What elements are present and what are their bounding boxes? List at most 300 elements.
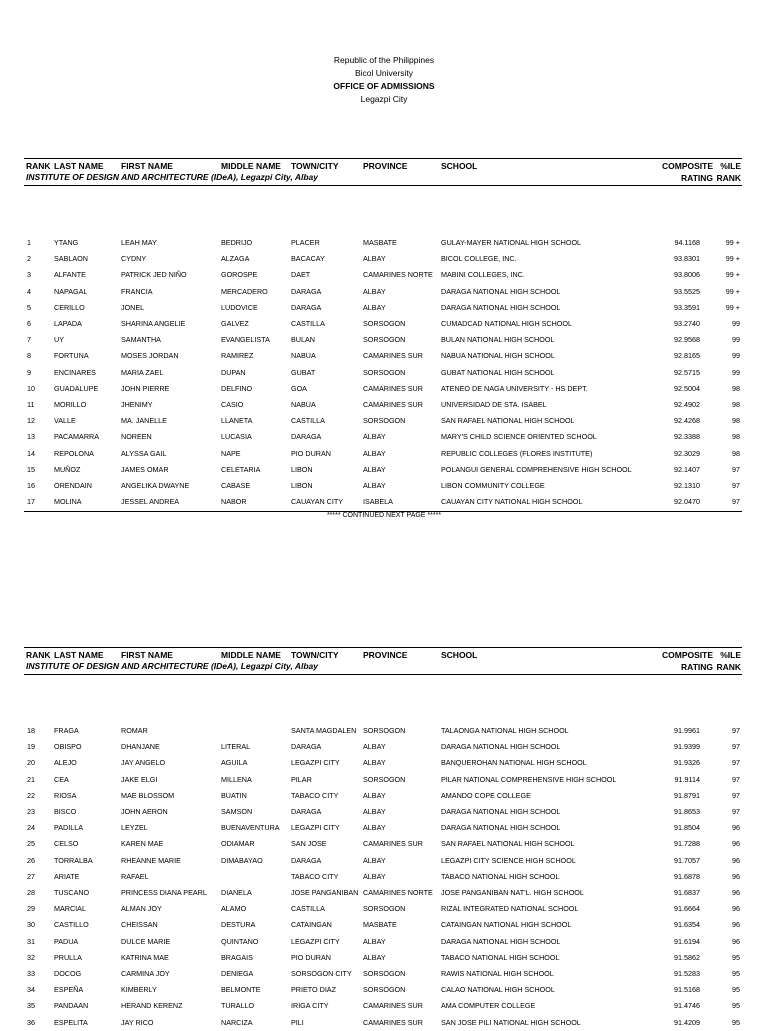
cell-last: CEA [54, 774, 69, 784]
continued-note: ***** CONTINUED NEXT PAGE ***** [326, 512, 442, 519]
cell-last: CERILLO [54, 302, 85, 312]
header-university: Bicol University [354, 68, 414, 78]
cell-composite: 91.6837 [674, 888, 700, 897]
table-row [24, 869, 742, 885]
cell-rank: 12 [27, 416, 35, 426]
col-town: TOWN/CITY [291, 161, 339, 171]
table-row [24, 235, 742, 251]
cell-pct: 97 [732, 774, 740, 784]
cell-province: ALBAY [363, 286, 386, 296]
results-table-page-1 [24, 158, 742, 507]
table-row [24, 446, 742, 462]
cell-pct: 95 [732, 1001, 740, 1011]
cell-school: DARAGA NATIONAL HIGH SCHOOL [441, 936, 561, 946]
cell-middle: NARCIZA [221, 1017, 253, 1027]
cell-town: PIO DURAN [291, 448, 331, 458]
cell-rank: 25 [27, 839, 35, 849]
cell-school: CALAO NATIONAL HIGH SCHOOL [441, 985, 555, 995]
cell-province: CAMARINES SUR [363, 839, 423, 849]
cell-last: BISCO [54, 807, 77, 816]
cell-town: LEGAZPI CITY [291, 936, 340, 946]
cell-town: IRIGA CITY [291, 1001, 329, 1011]
cell-school: POLANGUI GENERAL COMPREHENSIVE HIGH SCHOOL [441, 464, 632, 474]
header-office: OFFICE OF ADMISSIONS [333, 81, 435, 91]
cell-school: CAUAYAN CITY NATIONAL HIGH SCHOOL [441, 497, 583, 507]
cell-pct: 96 [732, 871, 740, 881]
cell-composite: 91.8504 [674, 823, 700, 833]
cell-middle: GOROSPE [221, 270, 258, 280]
cell-rank: 2 [27, 254, 31, 264]
cell-rank: 20 [27, 758, 35, 768]
table-row [24, 381, 742, 397]
cell-composite: 92.1310 [674, 481, 700, 490]
cell-first: MA. JANELLE [121, 416, 167, 426]
cell-last: UY [54, 335, 64, 345]
cell-first: JOHN AERON [121, 807, 168, 816]
cell-last: SABLAON [54, 254, 88, 264]
cell-composite: 92.9568 [674, 335, 700, 345]
cell-province: ALBAY [363, 254, 386, 264]
cell-pct: 98 [732, 416, 740, 426]
cell-first: FRANCIA [121, 286, 153, 296]
col-composite: COMPOSITE [661, 161, 713, 171]
cell-rank: 15 [27, 464, 35, 474]
cell-last: LAPADA [54, 319, 82, 328]
cell-rank: 11 [27, 400, 35, 409]
cell-pct: 97 [732, 742, 740, 752]
col-middle-name: MIDDLE NAME [221, 650, 281, 660]
cell-pct: 98 [732, 448, 740, 458]
table-row [24, 429, 742, 445]
cell-rank: 27 [27, 871, 35, 881]
cell-last: CASTILLO [54, 920, 89, 930]
institute-name: INSTITUTE OF DESIGN AND ARCHITECTURE (IDeA), Legazpi City, Albay [26, 172, 319, 182]
table-row [24, 966, 742, 982]
cell-town: CASTILLA [291, 319, 325, 328]
cell-school: PILAR NATIONAL COMPREHENSIVE HIGH SCHOOL [441, 774, 617, 784]
cell-pct: 98 [732, 383, 740, 393]
cell-rank: 5 [27, 302, 31, 312]
cell-pct: 97 [732, 726, 740, 735]
table-row [24, 462, 742, 478]
cell-town: SANTA MAGDALEN [291, 726, 357, 735]
cell-first: JHENIMY [121, 400, 153, 409]
cell-middle: LUCASIA [221, 432, 252, 442]
cell-province: SORSOGON [363, 985, 406, 995]
table-row [24, 788, 742, 804]
col-rank: RANK [26, 650, 51, 660]
col-school: SCHOOL [441, 650, 478, 660]
cell-school: ATENEO DE NAGA UNIVERSITY - HS DEPT. [441, 383, 588, 393]
cell-composite: 93.5525 [674, 286, 700, 296]
table-row [24, 284, 742, 300]
cell-province: SORSOGON [363, 774, 406, 784]
cell-composite: 92.5715 [674, 367, 700, 377]
cell-school: TALAONGA NATIONAL HIGH SCHOOL [441, 726, 569, 735]
cell-composite: 91.9961 [674, 726, 700, 735]
cell-rank: 36 [27, 1017, 35, 1027]
cell-middle: LLANETA [221, 416, 253, 426]
col-composite: COMPOSITE [661, 650, 713, 660]
cell-school: UNIVERSIDAD DE STA. ISABEL [441, 400, 547, 409]
cell-first: KATRINA MAE [121, 952, 169, 962]
cell-rank: 6 [27, 319, 31, 328]
cell-pct: 99 [732, 335, 740, 345]
table-row [24, 772, 742, 788]
cell-town: PRIETO DIAZ [291, 985, 336, 995]
cell-rank: 3 [27, 270, 31, 280]
header-country: Republic of the Philippines [333, 55, 435, 65]
cell-last: MOLINA [54, 497, 82, 507]
cell-last: DOCOG [54, 969, 82, 978]
cell-last: ALEJO [54, 758, 77, 768]
cell-composite: 91.6354 [674, 920, 700, 930]
cell-middle: EVANGELISTA [221, 335, 270, 345]
cell-province: MASBATE [363, 920, 397, 930]
cell-composite: 94.1168 [674, 238, 700, 247]
cell-middle: ALAMO [221, 904, 247, 914]
cell-pct: 96 [732, 904, 740, 914]
cell-middle: RAMIREZ [221, 351, 254, 361]
cell-pct: 96 [732, 839, 740, 849]
table-row [24, 251, 742, 267]
cell-pct: 96 [732, 855, 740, 865]
header-city: Legazpi City [360, 94, 408, 104]
cell-middle: CELETARIA [221, 464, 261, 474]
cell-composite: 91.9399 [674, 742, 700, 752]
cell-rank: 26 [27, 855, 35, 865]
cell-pct: 99 [732, 351, 740, 361]
cell-school: CATAINGAN NATIONAL HIGH SCHOOL [441, 920, 572, 930]
cell-province: ALBAY [363, 302, 386, 312]
cell-composite: 92.3029 [674, 448, 700, 458]
cell-town: TABACO CITY [291, 790, 339, 800]
col-province: PROVINCE [363, 161, 408, 171]
cell-province: CAMARINES SUR [363, 400, 423, 409]
cell-last: ENCINARES [54, 367, 96, 377]
cell-composite: 91.4746 [674, 1001, 700, 1011]
cell-town: PILAR [291, 774, 312, 784]
cell-composite: 91.6664 [674, 904, 700, 914]
cell-pct: 99 [732, 367, 740, 377]
table-row [24, 478, 742, 494]
cell-province: CAMARINES SUR [363, 351, 423, 361]
cell-composite: 92.5004 [674, 383, 700, 393]
cell-middle: BEDRIJO [221, 238, 253, 247]
cell-province: CAMARINES SUR [363, 1017, 423, 1027]
table-row [24, 950, 742, 966]
cell-composite: 92.1407 [674, 464, 700, 474]
cell-rank: 17 [27, 497, 35, 507]
cell-pct: 97 [732, 464, 740, 474]
cell-province: ALBAY [363, 464, 386, 474]
cell-last: YTANG [54, 238, 79, 247]
table-row [24, 267, 742, 283]
cell-province: ISABELA [363, 497, 393, 507]
cell-province: ALBAY [363, 952, 386, 962]
table-row [24, 494, 742, 510]
cell-province: ALBAY [363, 855, 386, 865]
table-row [24, 300, 742, 316]
cell-composite: 91.6878 [674, 871, 700, 881]
cell-town: DARAGA [291, 807, 322, 816]
cell-school: MABINI COLLEGES, INC. [441, 270, 525, 280]
cell-province: ALBAY [363, 481, 386, 490]
cell-last: CELSO [54, 839, 79, 849]
cell-province: SORSOGON [363, 319, 406, 328]
table-row [24, 901, 742, 917]
cell-pct: 97 [732, 807, 740, 816]
cell-rank: 13 [27, 432, 35, 442]
cell-town: DARAGA [291, 286, 322, 296]
cell-town: CASTILLA [291, 416, 325, 426]
cell-school: AMA COMPUTER COLLEGE [441, 1001, 536, 1011]
cell-rank: 7 [27, 335, 31, 345]
cell-town: DAET [291, 270, 311, 280]
cell-town: PILI [291, 1017, 304, 1027]
cell-pct: 95 [732, 1017, 740, 1027]
cell-town: JOSE PANGANIBAN [291, 888, 359, 897]
col-percentile: %ILE [720, 161, 741, 171]
cell-composite: 93.8006 [674, 270, 700, 280]
cell-last: REPOLONA [54, 448, 94, 458]
cell-province: CAMARINES NORTE [363, 270, 433, 280]
cell-middle: ALZAGA [221, 254, 250, 264]
cell-school: NABUA NATIONAL HIGH SCHOOL [441, 351, 555, 361]
cell-first: CHEISSAN [121, 920, 158, 930]
cell-pct: 95 [732, 985, 740, 995]
cell-town: GUBAT [291, 367, 316, 377]
cell-first: JAY ANGELO [121, 758, 166, 768]
cell-school: JOSE PANGANIBAN NAT'L. HIGH SCHOOL [441, 888, 584, 897]
cell-school: DARAGA NATIONAL HIGH SCHOOL [441, 286, 561, 296]
cell-middle: BRAGAIS [221, 952, 253, 962]
cell-town: SORSOGON CITY [291, 969, 352, 978]
cell-town: LEGAZPI CITY [291, 758, 340, 768]
cell-first: DULCE MARIE [121, 936, 171, 946]
cell-school: AMANDO COPE COLLEGE [441, 790, 531, 800]
cell-first: JAY RICO [121, 1017, 154, 1027]
table-header [24, 647, 742, 675]
cell-middle: CASIO [221, 400, 244, 409]
cell-school: SAN JOSE PILI NATIONAL HIGH SCHOOL [441, 1017, 581, 1027]
cell-first: NOREEN [121, 432, 152, 442]
cell-first: RAFAEL [121, 871, 149, 881]
cell-first: KAREN MAE [121, 839, 164, 849]
cell-first: ALYSSA GAIL [121, 448, 167, 458]
cell-first: PRINCESS DIANA PEARL [121, 888, 207, 897]
cell-pct: 96 [732, 920, 740, 930]
cell-composite: 91.8791 [674, 790, 700, 800]
cell-last: FRAGA [54, 726, 79, 735]
cell-last: ORENDAIN [54, 481, 92, 490]
cell-composite: 91.5168 [674, 985, 700, 995]
cell-middle: NAPE [221, 448, 241, 458]
cell-first: JAKE ELGI [121, 774, 158, 784]
cell-middle: TURALLO [221, 1001, 255, 1011]
cell-town: LEGAZPI CITY [291, 823, 340, 833]
cell-town: DARAGA [291, 302, 322, 312]
cell-town: CAUAYAN CITY [291, 497, 344, 507]
col-school: SCHOOL [441, 161, 478, 171]
cell-school: DARAGA NATIONAL HIGH SCHOOL [441, 302, 561, 312]
cell-first: ALMAN JOY [121, 904, 162, 914]
cell-first: HERAND KERENZ [121, 1001, 183, 1011]
cell-composite: 92.4902 [674, 400, 700, 409]
cell-middle: MERCADERO [221, 286, 268, 296]
cell-composite: 91.9114 [674, 774, 700, 784]
cell-rank: 18 [27, 726, 35, 735]
cell-rank: 29 [27, 904, 35, 914]
cell-school: CUMADCAD NATIONAL HIGH SCHOOL [441, 319, 572, 328]
cell-province: ALBAY [363, 871, 386, 881]
cell-school: SAN RAFAEL NATIONAL HIGH SCHOOL [441, 416, 575, 426]
cell-first: LEYZEL [121, 823, 148, 833]
cell-last: TUSCANO [54, 888, 90, 897]
cell-province: ALBAY [363, 936, 386, 946]
cell-first: CYDNY [121, 254, 147, 264]
cell-school: DARAGA NATIONAL HIGH SCHOOL [441, 823, 561, 833]
cell-pct: 97 [732, 758, 740, 768]
table-row [24, 397, 742, 413]
cell-province: CAMARINES NORTE [363, 888, 433, 897]
cell-last: ESPEÑA [54, 985, 84, 995]
cell-province: SORSOGON [363, 904, 406, 914]
cell-composite: 91.4209 [674, 1017, 700, 1027]
results-table-page-2 [24, 647, 742, 1027]
cell-town: BULAN [291, 335, 315, 345]
table-row [24, 836, 742, 852]
cell-rank: 8 [27, 351, 31, 361]
cell-school: RAWIS NATIONAL HIGH SCHOOL [441, 969, 554, 978]
cell-rank: 4 [27, 286, 31, 296]
cell-composite: 92.0470 [674, 497, 700, 507]
cell-rank: 22 [27, 790, 35, 800]
cell-first: SHARINA ANGELIE [121, 319, 186, 328]
cell-province: SORSOGON [363, 367, 406, 377]
cell-composite: 93.3591 [674, 302, 700, 312]
cell-composite: 91.7288 [674, 839, 700, 849]
col-percentile-rank: RANK [716, 662, 741, 672]
cell-middle: DIMABAYAO [221, 855, 263, 865]
cell-province: SORSOGON [363, 969, 406, 978]
cell-town: LIBON [291, 481, 313, 490]
cell-province: ALBAY [363, 432, 386, 442]
table-row [24, 820, 742, 836]
cell-middle: DIANELA [221, 888, 252, 897]
cell-first: JAMES OMAR [121, 464, 169, 474]
cell-first: ANGELIKA DWAYNE [121, 481, 190, 490]
cell-middle: LITERAL [221, 742, 251, 752]
cell-first: RHEANNE MARIE [121, 855, 181, 865]
cell-first: MAE BLOSSOM [121, 790, 175, 800]
cell-town: PLACER [291, 238, 320, 247]
cell-pct: 95 [732, 952, 740, 962]
cell-first: JESSEL ANDREA [121, 497, 180, 507]
col-town: TOWN/CITY [291, 650, 339, 660]
cell-school: BANQUEROHAN NATIONAL HIGH SCHOOL [441, 758, 587, 768]
cell-school: LEGAZPI CITY SCIENCE HIGH SCHOOL [441, 855, 576, 865]
col-first-name: FIRST NAME [121, 161, 173, 171]
cell-province: SORSOGON [363, 726, 406, 735]
col-province: PROVINCE [363, 650, 408, 660]
table-row [24, 332, 742, 348]
col-last-name: LAST NAME [54, 650, 104, 660]
table-row [24, 348, 742, 364]
col-rank: RANK [26, 161, 51, 171]
cell-last: PRULLA [54, 952, 82, 962]
cell-last: OBISPO [54, 742, 82, 752]
cell-school: TABACO NATIONAL HIGH SCHOOL [441, 952, 560, 962]
table-row [24, 316, 742, 332]
cell-last: PACAMARRA [54, 432, 99, 442]
cell-rank: 32 [27, 952, 35, 962]
col-percentile: %ILE [720, 650, 741, 660]
cell-school: GUBAT NATIONAL HIGH SCHOOL [441, 367, 555, 377]
cell-pct: 99 + [725, 270, 740, 280]
cell-last: MUÑOZ [54, 464, 81, 474]
cell-last: ARIATE [54, 871, 80, 881]
cell-first: ROMAR [121, 726, 148, 735]
cell-rank: 30 [27, 920, 35, 930]
table-row [24, 885, 742, 901]
cell-composite: 91.7057 [674, 855, 700, 865]
table-row [24, 755, 742, 771]
col-rating: RATING [681, 662, 713, 672]
cell-town: LIBON [291, 464, 313, 474]
cell-first: PATRICK JED NIÑO [121, 270, 187, 280]
cell-province: CAMARINES SUR [363, 383, 423, 393]
cell-composite: 92.8165 [674, 351, 700, 361]
cell-composite: 92.3388 [674, 432, 700, 442]
cell-last: VALLE [54, 416, 76, 426]
cell-school: DARAGA NATIONAL HIGH SCHOOL [441, 742, 561, 752]
table-row [24, 998, 742, 1014]
cell-middle: CABASE [221, 481, 251, 490]
col-rating: RATING [681, 173, 713, 183]
cell-pct: 99 [732, 319, 740, 328]
cell-pct: 98 [732, 400, 740, 409]
table-row [24, 982, 742, 998]
col-percentile-rank: RANK [716, 173, 741, 183]
table-row [24, 853, 742, 869]
cell-province: ALBAY [363, 448, 386, 458]
cell-rank: 34 [27, 985, 35, 995]
cell-pct: 97 [732, 790, 740, 800]
cell-last: ALFANTE [54, 270, 86, 280]
cell-province: SORSOGON [363, 416, 406, 426]
cell-rank: 31 [27, 936, 35, 946]
col-first-name: FIRST NAME [121, 650, 173, 660]
cell-school: SAN RAFAEL NATIONAL HIGH SCHOOL [441, 839, 575, 849]
cell-pct: 99 + [725, 286, 740, 296]
cell-school: RIZAL INTEGRATED NATIONAL SCHOOL [441, 904, 579, 914]
cell-last: NAPAGAL [54, 286, 88, 296]
cell-rank: 14 [27, 448, 35, 458]
cell-school: GULAY-MAYER NATIONAL HIGH SCHOOL [441, 238, 582, 247]
col-last-name: LAST NAME [54, 161, 104, 171]
cell-pct: 97 [732, 497, 740, 507]
cell-first: MOSES JORDAN [121, 351, 179, 361]
cell-composite: 93.2740 [674, 319, 700, 328]
cell-pct: 98 [732, 432, 740, 442]
cell-pct: 97 [732, 481, 740, 490]
cell-rank: 9 [27, 367, 31, 377]
cell-middle: NABOR [221, 497, 247, 507]
cell-school: REPUBLIC COLLEGES (FLORES INSTITUTE) [441, 448, 593, 458]
cell-school: BULAN NATIONAL HIGH SCHOOL [441, 335, 555, 345]
table-row [24, 739, 742, 755]
